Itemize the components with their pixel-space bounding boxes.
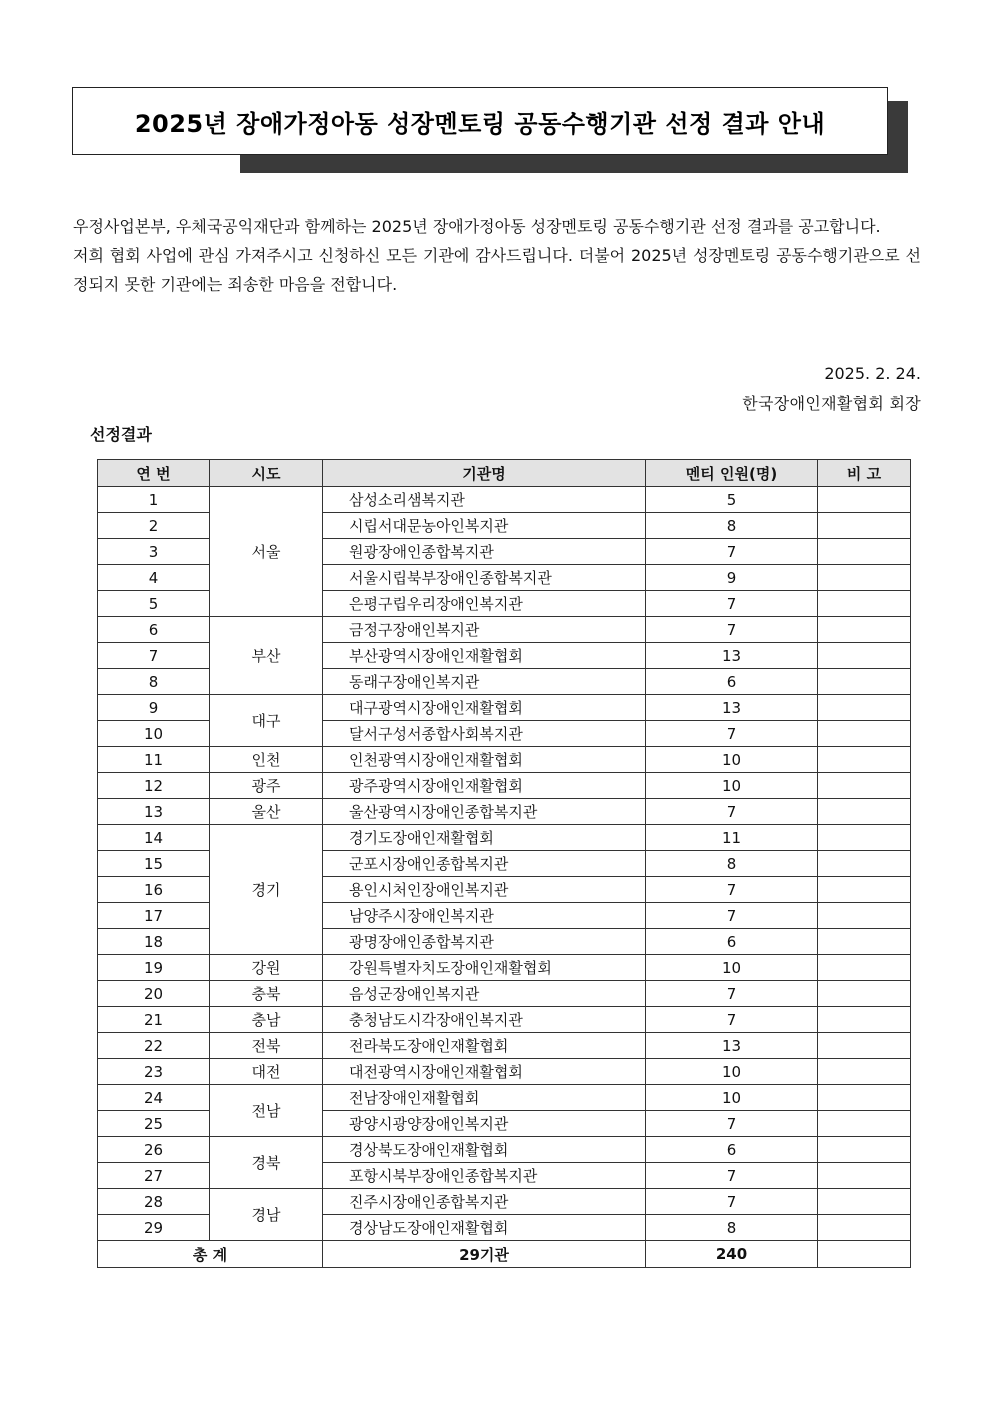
header-note: 비 고: [818, 460, 911, 487]
cell-note: [818, 539, 911, 565]
cell-count: 7: [646, 1007, 818, 1033]
cell-count: 8: [646, 513, 818, 539]
cell-org: 달서구성서종합사회복지관: [323, 721, 646, 747]
cell-no: 29: [98, 1215, 210, 1241]
cell-region: 대구: [210, 695, 323, 747]
cell-no: 10: [98, 721, 210, 747]
cell-note: [818, 1163, 911, 1189]
section-title: 선정결과: [90, 425, 152, 444]
cell-org: 삼성소리샘복지관: [323, 487, 646, 513]
cell-org: 인천광역시장애인재활협회: [323, 747, 646, 773]
cell-no: 25: [98, 1111, 210, 1137]
cell-note: [818, 565, 911, 591]
cell-org: 광주광역시장애인재활협회: [323, 773, 646, 799]
cell-region: 광주: [210, 773, 323, 799]
cell-region: 서울: [210, 487, 323, 617]
cell-note: [818, 955, 911, 981]
cell-org: 전남장애인재활협회: [323, 1085, 646, 1111]
cell-note: [818, 929, 911, 955]
cell-no: 6: [98, 617, 210, 643]
cell-org: 울산광역시장애인종합복지관: [323, 799, 646, 825]
cell-count: 10: [646, 747, 818, 773]
cell-region: 울산: [210, 799, 323, 825]
table-row: [98, 773, 911, 799]
cell-org: 은평구립우리장애인복지관: [323, 591, 646, 617]
cell-count: 7: [646, 877, 818, 903]
signer: 한국장애인재활협회 회장: [742, 394, 921, 413]
cell-no: 15: [98, 851, 210, 877]
table-row: [98, 617, 911, 643]
table-row: [98, 1033, 911, 1059]
cell-org: 동래구장애인복지관: [323, 669, 646, 695]
cell-region: 강원: [210, 955, 323, 981]
intro-paragraph-1: 우정사업본부, 우체국공익재단과 함께하는 2025년 장애가정아동 성장멘토링 공동수행기관 선정 결과를 공고합니다.: [73, 217, 881, 236]
cell-note: [818, 877, 911, 903]
cell-org: 대전광역시장애인재활협회: [323, 1059, 646, 1085]
total-note: [818, 1241, 911, 1268]
cell-count: 13: [646, 1033, 818, 1059]
cell-count: 7: [646, 1111, 818, 1137]
cell-note: [818, 903, 911, 929]
cell-org: 부산광역시장애인재활협회: [323, 643, 646, 669]
cell-count: 7: [646, 1163, 818, 1189]
cell-org: 포항시북부장애인종합복지관: [323, 1163, 646, 1189]
cell-region: 인천: [210, 747, 323, 773]
cell-org: 경상남도장애인재활협회: [323, 1215, 646, 1241]
cell-no: 7: [98, 643, 210, 669]
cell-region: 경기: [210, 825, 323, 955]
cell-no: 18: [98, 929, 210, 955]
table-row: [98, 1189, 911, 1215]
cell-no: 13: [98, 799, 210, 825]
cell-no: 19: [98, 955, 210, 981]
cell-note: [818, 773, 911, 799]
cell-count: 10: [646, 955, 818, 981]
cell-region: 충북: [210, 981, 323, 1007]
table-row: [98, 487, 911, 513]
cell-note: [818, 643, 911, 669]
page-title: 2025년 장애가정아동 성장멘토링 공동수행기관 선정 결과 안내: [72, 87, 888, 155]
cell-count: 9: [646, 565, 818, 591]
cell-note: [818, 487, 911, 513]
cell-note: [818, 1033, 911, 1059]
cell-count: 7: [646, 1189, 818, 1215]
table-row: [98, 1137, 911, 1163]
cell-note: [818, 721, 911, 747]
cell-no: 8: [98, 669, 210, 695]
cell-note: [818, 513, 911, 539]
cell-note: [818, 669, 911, 695]
header-org: 기관명: [323, 460, 646, 487]
cell-org: 대구광역시장애인재활협회: [323, 695, 646, 721]
cell-note: [818, 747, 911, 773]
header-region: 시도: [210, 460, 323, 487]
cell-count: 11: [646, 825, 818, 851]
cell-org: 용인시처인장애인복지관: [323, 877, 646, 903]
cell-no: 26: [98, 1137, 210, 1163]
cell-count: 7: [646, 617, 818, 643]
cell-no: 12: [98, 773, 210, 799]
table-body: [98, 487, 911, 1241]
cell-region: 전남: [210, 1085, 323, 1137]
cell-count: 8: [646, 851, 818, 877]
cell-count: 13: [646, 643, 818, 669]
cell-no: 5: [98, 591, 210, 617]
cell-region: 전북: [210, 1033, 323, 1059]
cell-note: [818, 1189, 911, 1215]
cell-no: 27: [98, 1163, 210, 1189]
cell-org: 광양시광양장애인복지관: [323, 1111, 646, 1137]
cell-count: 7: [646, 903, 818, 929]
table-row: [98, 747, 911, 773]
cell-org: 군포시장애인종합복지관: [323, 851, 646, 877]
cell-no: 23: [98, 1059, 210, 1085]
cell-no: 20: [98, 981, 210, 1007]
cell-count: 7: [646, 799, 818, 825]
cell-count: 5: [646, 487, 818, 513]
cell-count: 6: [646, 929, 818, 955]
cell-note: [818, 695, 911, 721]
cell-note: [818, 1137, 911, 1163]
cell-note: [818, 1111, 911, 1137]
cell-org: 서울시립북부장애인종합복지관: [323, 565, 646, 591]
table-row: [98, 799, 911, 825]
cell-org: 원광장애인종합복지관: [323, 539, 646, 565]
cell-org: 전라북도장애인재활협회: [323, 1033, 646, 1059]
cell-note: [818, 591, 911, 617]
cell-note: [818, 1007, 911, 1033]
announcement-date: 2025. 2. 24.: [824, 364, 921, 383]
cell-no: 4: [98, 565, 210, 591]
cell-org: 남양주시장애인복지관: [323, 903, 646, 929]
cell-count: 10: [646, 773, 818, 799]
cell-no: 3: [98, 539, 210, 565]
cell-region: 부산: [210, 617, 323, 695]
cell-note: [818, 851, 911, 877]
cell-region: 대전: [210, 1059, 323, 1085]
cell-org: 금정구장애인복지관: [323, 617, 646, 643]
cell-note: [818, 1085, 911, 1111]
cell-count: 7: [646, 721, 818, 747]
cell-org: 경기도장애인재활협회: [323, 825, 646, 851]
cell-count: 8: [646, 1215, 818, 1241]
cell-org: 시립서대문농아인복지관: [323, 513, 646, 539]
cell-no: 11: [98, 747, 210, 773]
cell-no: 16: [98, 877, 210, 903]
cell-note: [818, 981, 911, 1007]
cell-region: 경북: [210, 1137, 323, 1189]
cell-note: [818, 1059, 911, 1085]
cell-no: 21: [98, 1007, 210, 1033]
results-table: [97, 459, 911, 1268]
cell-org: 진주시장애인종합복지관: [323, 1189, 646, 1215]
table-row: [98, 1059, 911, 1085]
total-orgs: 29기관: [323, 1241, 646, 1268]
cell-org: 충청남도시각장애인복지관: [323, 1007, 646, 1033]
cell-no: 22: [98, 1033, 210, 1059]
cell-org: 강원특별자치도장애인재활협회: [323, 955, 646, 981]
cell-org: 음성군장애인복지관: [323, 981, 646, 1007]
cell-count: 7: [646, 981, 818, 1007]
cell-region: 경남: [210, 1189, 323, 1241]
total-count: 240: [646, 1241, 818, 1268]
cell-org: 경상북도장애인재활협회: [323, 1137, 646, 1163]
cell-org: 광명장애인종합복지관: [323, 929, 646, 955]
cell-no: 14: [98, 825, 210, 851]
table-row: [98, 981, 911, 1007]
cell-no: 9: [98, 695, 210, 721]
cell-count: 10: [646, 1059, 818, 1085]
table-row: [98, 1085, 911, 1111]
cell-note: [818, 825, 911, 851]
cell-count: 10: [646, 1085, 818, 1111]
intro-text: [73, 212, 921, 299]
cell-count: 13: [646, 695, 818, 721]
cell-count: 6: [646, 1137, 818, 1163]
table-row: [98, 825, 911, 851]
cell-note: [818, 1215, 911, 1241]
header-no: 연 번: [98, 460, 210, 487]
table-row: [98, 695, 911, 721]
cell-no: 2: [98, 513, 210, 539]
header-count: 멘티 인원(명): [646, 460, 818, 487]
total-row: [98, 1241, 911, 1268]
cell-note: [818, 617, 911, 643]
cell-count: 7: [646, 539, 818, 565]
cell-no: 28: [98, 1189, 210, 1215]
table-row: [98, 955, 911, 981]
table-header-row: [98, 460, 911, 487]
cell-region: 충남: [210, 1007, 323, 1033]
total-label: 총 계: [98, 1241, 323, 1268]
cell-count: 6: [646, 669, 818, 695]
cell-note: [818, 799, 911, 825]
intro-paragraph-2: 저희 협회 사업에 관심 가져주시고 신청하신 모든 기관에 감사드립니다. 더불어 2025년 성장멘토링 공동수행기관으로 선정되지 못한 기관에는 죄송한 마음을 전합니다.: [73, 246, 921, 294]
cell-no: 1: [98, 487, 210, 513]
title-frame: [72, 87, 910, 173]
cell-no: 17: [98, 903, 210, 929]
cell-count: 7: [646, 591, 818, 617]
cell-no: 24: [98, 1085, 210, 1111]
table-row: [98, 1007, 911, 1033]
